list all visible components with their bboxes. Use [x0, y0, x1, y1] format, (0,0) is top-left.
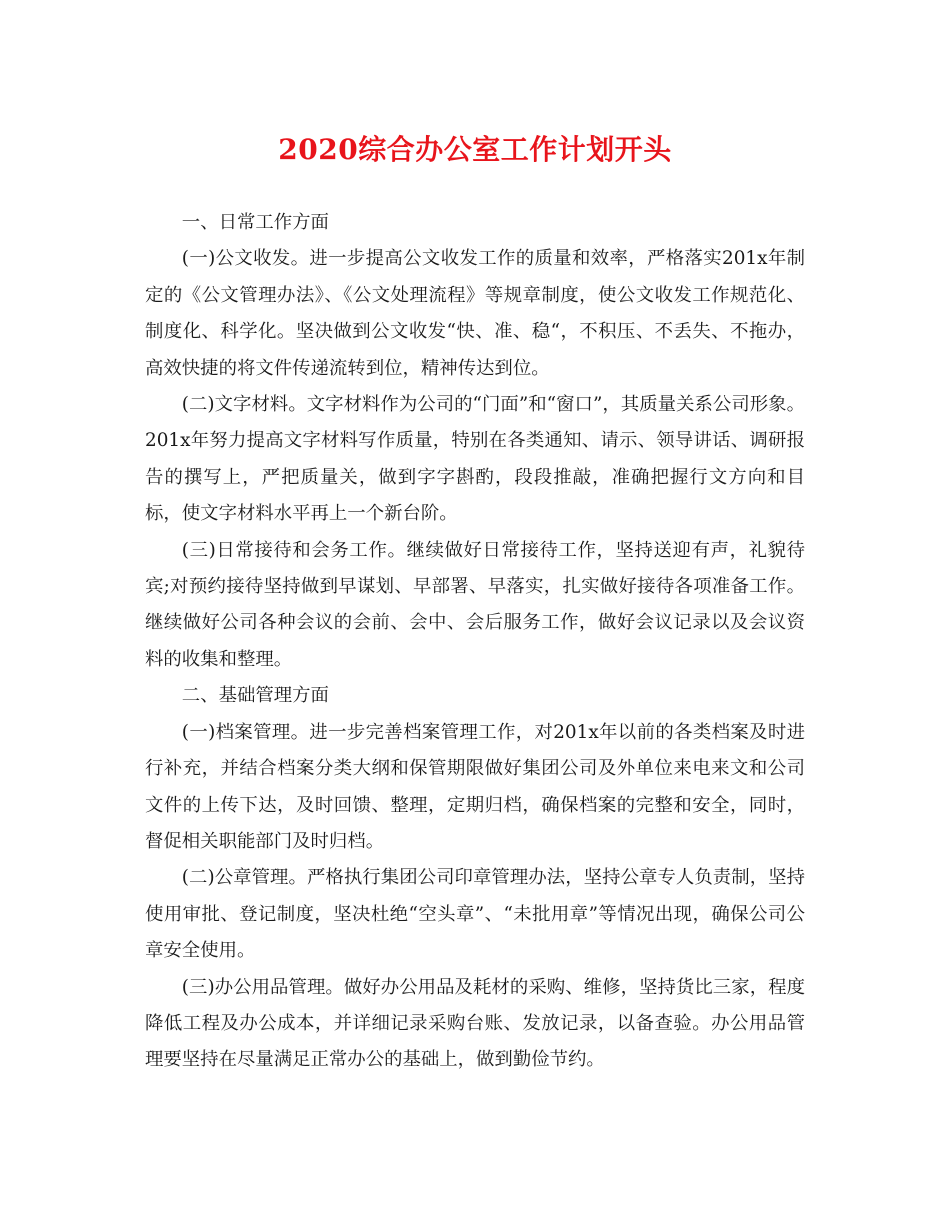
paragraph-archive-management: (一)档案管理。进一步完善档案管理工作，对201x年以前的各类档案及时进行补充，并结合档案分类大纲和保管期限做好集团公司及外单位来电来文和公司文件的上传下达，及时回馈、整理，定期归档，确保档案的完整和安全，同时，督促相关职能部门及时归档。: [145, 721, 805, 852]
paragraph-reception-meetings: (三)日常接待和会务工作。继续做好日常接待工作，坚持送迎有声，礼貌待宾;对预约接待坚持做到早谋划、早部署、早落实，扎实做好接待各项准备工作。继续做好公司各种会议的会前、会中、会后服务工作，做好会议记录以及会议资料的收集和整理。: [145, 539, 805, 670]
document-title: 2020综合办公室工作计划开头: [278, 133, 672, 166]
paragraph-office-supplies: (三)办公用品管理。做好办公用品及耗材的采购、维修，坚持货比三家，程度降低工程及办公成本，并详细记录采购台账、发放记录，以备查验。办公用品管理要坚持在尽量满足正常办公的基础上，做到勤俭节约。: [145, 976, 805, 1071]
section-heading-daily-work: 一、日常工作方面: [181, 212, 329, 233]
paragraph-seal-management: (二)公章管理。严格执行集团公司印章管理办法，坚持公章专人负责制，坚持使用审批、登记制度，坚决杜绝“空头章”、“未批用章”等情况出现，确保公司公章安全使用。: [145, 867, 805, 962]
document-body: [145, 205, 805, 1079]
section-heading-basic-management: 二、基础管理方面: [181, 685, 329, 707]
paragraph-document-handling: (一)公文收发。进一步提高公文收发工作的质量和效率，严格落实201x年制定的《公文管理办法》、《公文处理流程》等规章制度，使公文收发工作规范化、制度化、科学化。坚决做到公文收发“快、准、稳“，不积压、不丢失、不拖办，高效快捷的将文件传递流转到位，精神传达到位。: [145, 248, 805, 379]
paragraph-written-materials: (二)文字材料。文字材料作为公司的“门面”和“窗口”，其质量关系公司形象。201x年努力提高文字材料写作质量，特别在各类通知、请示、领导讲话、调研报告的撰写上，严把质量关，做到字字斟酌，段段推敲，准确把握行文方向和目标，使文字材料水平再上一个新台阶。: [145, 394, 805, 525]
